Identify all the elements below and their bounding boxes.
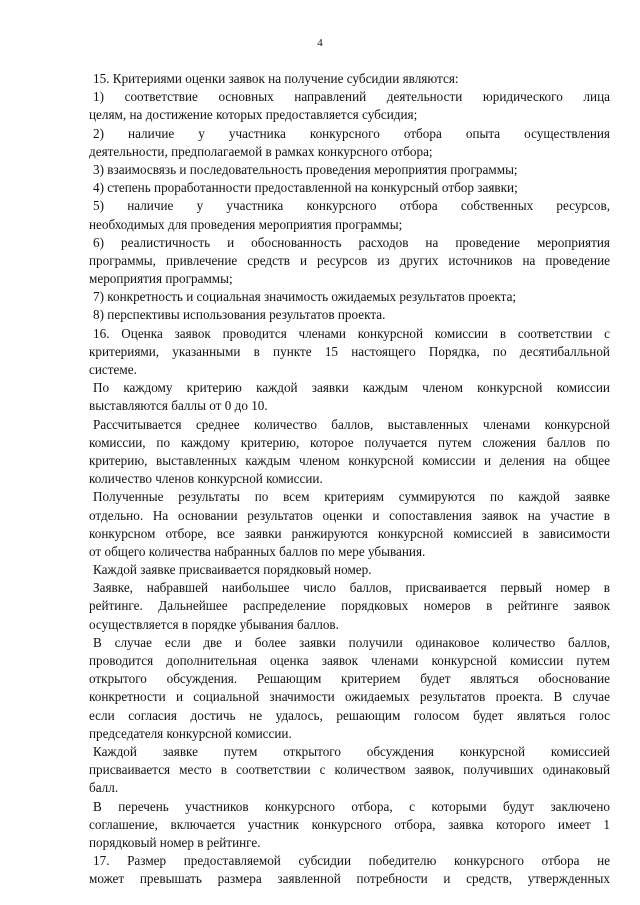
text-line: отдельно. На основании результатов оценки и сопоставления заявок на участие в: [89, 507, 610, 523]
text-line: открытого обсуждения. Решающим критерием будет являться обоснование: [89, 671, 610, 687]
text-line: целям, на достижение которых предоставляется субсидия;: [89, 107, 418, 123]
text-line: критерию, выставленных каждым членом конкурсной комиссии и деления на общее: [89, 452, 610, 468]
text-line: По каждому критерию каждой заявки каждым членом конкурсной комиссии: [93, 380, 610, 396]
text-line: программы, привлечение средств и ресурсов из других источников на проведение: [89, 252, 610, 268]
text-line: 17. Размер предоставляемой субсидии победителю конкурсного отбора не: [93, 853, 610, 869]
text-line: председателя конкурсной комиссии.: [89, 725, 292, 741]
text-line: 16. Оценка заявок проводится членами конкурсной комиссии в соответствии с: [93, 325, 610, 341]
text-line: деятельности, предполагаемой в рамках конкурсного отбора;: [89, 143, 433, 159]
text-line: осуществляется в порядке убывания баллов.: [89, 616, 339, 632]
text-line: Заявке, набравшей наибольшее число баллов, присваивается первый номер в: [93, 580, 610, 596]
text-line: 5) наличие у участника конкурсного отбора собственных ресурсов,: [93, 198, 610, 214]
text-line: Каждой заявке путем открытого обсуждения конкурсной комиссией: [93, 743, 610, 759]
text-line: системе.: [89, 362, 137, 377]
text-line: выставляются баллы от 0 до 10.: [89, 398, 268, 414]
text-line: рейтинге. Дальнейшее распределение порядковых номеров в рейтинге заявок: [89, 598, 610, 614]
text-line: 4) степень проработанности предоставленной на конкурсный отбор заявки;: [93, 180, 518, 196]
text-line: мероприятия программы;: [89, 271, 233, 287]
page-number: 4: [317, 37, 323, 49]
text-line: соглашение, включается участник конкурсного отбора, заявка которого имеет 1: [89, 816, 610, 832]
text-line: проводится дополнительная оценка заявок членами конкурсной комиссии путем: [89, 653, 610, 668]
text-line: критериями, указанными в пункте 15 настоящего Порядка, по десятибалльной: [89, 343, 610, 359]
text-line: 2) наличие у участника конкурсного отбора опыта осуществления: [93, 125, 610, 141]
text-line: необходимых для проведения мероприятия программы;: [89, 216, 403, 232]
text-line: может превышать размера заявленной потребности и средств, утвержденных: [89, 871, 610, 887]
text-line: комиссии, по каждому критерию, которое получается путем сложения баллов по: [89, 434, 610, 450]
text-line: Каждой заявке присваивается порядковый номер.: [93, 562, 372, 578]
text-line: Полученные результаты по всем критериям суммируются по каждой заявке: [93, 489, 610, 505]
text-line: присваивается место в соответствии с количеством заявок, получивших одинаковый: [89, 762, 610, 778]
text-line: 6) реалистичность и обоснованность расходов на проведение мероприятия: [93, 234, 610, 250]
text-line: балл.: [89, 780, 119, 796]
text-line: если согласия достичь не удалось, решающим голосом будет являться голос: [89, 707, 610, 723]
document-body: [89, 70, 610, 888]
text-line: 8) перспективы использования результатов проекта.: [93, 307, 386, 323]
text-line: В перечень участников конкурсного отбора, с которыми будут заключено: [93, 798, 610, 814]
text-line: конкурсном отборе, все заявки ранжируются конкурсной комиссией в зависимости: [89, 525, 610, 541]
text-line: 1) соответствие основных направлений деятельности юридического лица: [93, 89, 610, 105]
text-line: В случае если две и более заявки получили одинаковое количество баллов,: [93, 634, 610, 650]
text-line: от общего количества набранных баллов по мере убывания.: [89, 543, 426, 559]
text-line: конкретности и социальной значимости ожидаемых результатов проекта. В случае: [89, 689, 610, 705]
text-line: 3) взаимосвязь и последовательность проведения мероприятия программы;: [93, 161, 518, 177]
text-line: 7) конкретность и социальная значимость ожидаемых результатов проекта;: [93, 289, 517, 305]
text-line: 15. Критериями оценки заявок на получение субсидии являются:: [93, 71, 459, 86]
text-line: порядковый номер в рейтинге.: [89, 834, 261, 850]
text-line: Рассчитывается среднее количество баллов, выставленных членами конкурсной: [93, 416, 610, 432]
text-line: количество членов конкурсной комиссии.: [89, 471, 323, 487]
